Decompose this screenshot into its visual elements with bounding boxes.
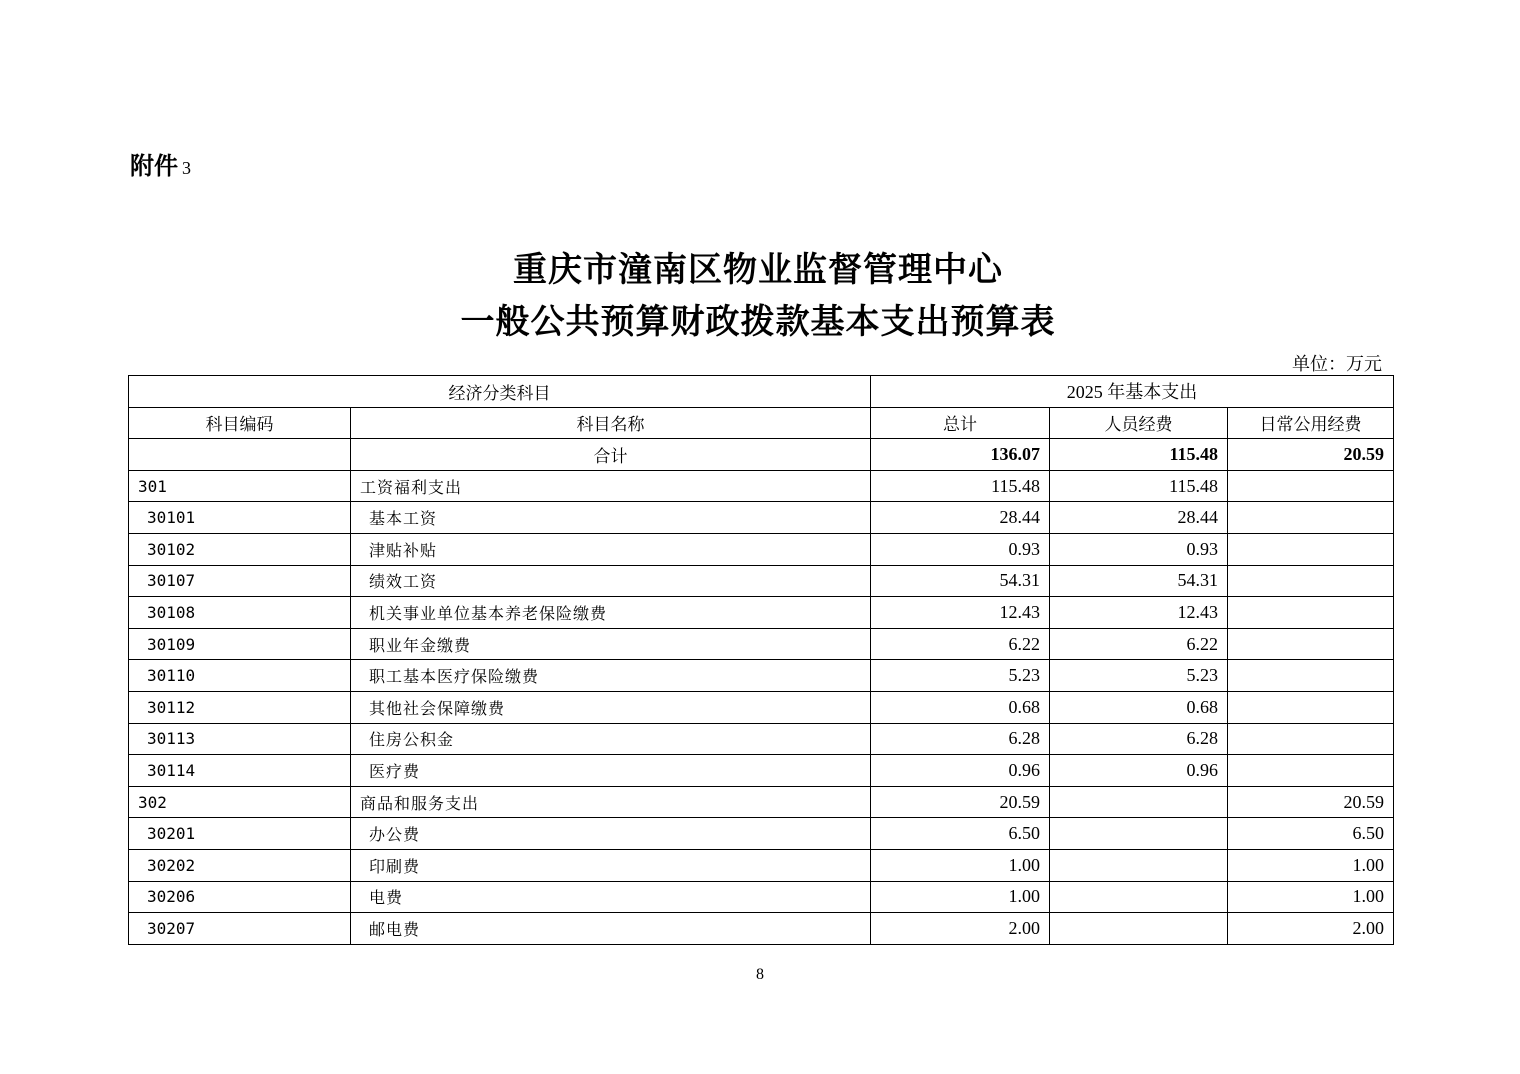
row-code: 30108	[129, 597, 351, 629]
page-number: 8	[756, 966, 764, 983]
row-code: 30206	[129, 881, 351, 913]
row-personnel	[1050, 881, 1228, 913]
table-row	[129, 723, 1394, 755]
header-economic-classification: 经济分类科目	[129, 376, 871, 408]
row-public	[1228, 691, 1394, 723]
document-title-line2: 一般公共预算财政拨款基本支出预算表	[460, 302, 1056, 342]
table-row	[129, 849, 1394, 881]
row-total: 20.59	[871, 786, 1050, 818]
total-label: 合计	[351, 439, 871, 471]
row-code: 30107	[129, 565, 351, 597]
attachment-number: 3	[182, 158, 191, 178]
row-code: 30112	[129, 691, 351, 723]
total-public: 20.59	[1228, 439, 1394, 471]
row-name: 职工基本医疗保险缴费	[351, 660, 871, 692]
row-public: 1.00	[1228, 849, 1394, 881]
row-personnel: 28.44	[1050, 502, 1228, 534]
header-code: 科目编码	[129, 407, 351, 439]
attachment-label	[130, 146, 191, 181]
row-personnel: 0.93	[1050, 533, 1228, 565]
row-personnel: 115.48	[1050, 470, 1228, 502]
row-public	[1228, 533, 1394, 565]
row-public	[1228, 565, 1394, 597]
row-name: 商品和服务支出	[351, 786, 871, 818]
row-total: 12.43	[871, 597, 1050, 629]
row-total: 1.00	[871, 849, 1050, 881]
row-code: 301	[129, 470, 351, 502]
budget-table	[128, 375, 1394, 945]
row-name: 机关事业单位基本养老保险缴费	[351, 597, 871, 629]
row-public: 2.00	[1228, 913, 1394, 945]
row-name: 工资福利支出	[351, 470, 871, 502]
row-name: 办公费	[351, 818, 871, 850]
header-name: 科目名称	[351, 407, 871, 439]
row-code: 30109	[129, 628, 351, 660]
total-total: 136.07	[871, 439, 1050, 471]
row-code: 30101	[129, 502, 351, 534]
row-code: 30202	[129, 849, 351, 881]
table-row	[129, 533, 1394, 565]
row-name: 住房公积金	[351, 723, 871, 755]
row-personnel	[1050, 913, 1228, 945]
row-name: 津贴补贴	[351, 533, 871, 565]
row-public	[1228, 597, 1394, 629]
row-public: 1.00	[1228, 881, 1394, 913]
header-public: 日常公用经费	[1228, 407, 1394, 439]
row-total: 6.50	[871, 818, 1050, 850]
row-code: 30201	[129, 818, 351, 850]
row-name: 绩效工资	[351, 565, 871, 597]
row-personnel	[1050, 786, 1228, 818]
attachment-label-text: 附件	[130, 152, 178, 180]
header-column-row	[129, 407, 1394, 439]
row-code: 30102	[129, 533, 351, 565]
row-name: 电费	[351, 881, 871, 913]
row-personnel: 6.28	[1050, 723, 1228, 755]
row-personnel: 0.96	[1050, 755, 1228, 787]
row-code: 30114	[129, 755, 351, 787]
row-total: 54.31	[871, 565, 1050, 597]
header-total: 总计	[871, 407, 1050, 439]
row-total: 0.93	[871, 533, 1050, 565]
row-personnel: 6.22	[1050, 628, 1228, 660]
row-code: 30113	[129, 723, 351, 755]
row-public	[1228, 502, 1394, 534]
row-total: 2.00	[871, 913, 1050, 945]
table-row	[129, 818, 1394, 850]
row-total: 6.22	[871, 628, 1050, 660]
row-personnel: 12.43	[1050, 597, 1228, 629]
header-basic-expenditure-2025: 2025 年基本支出	[871, 376, 1394, 408]
total-personnel: 115.48	[1050, 439, 1228, 471]
row-public	[1228, 470, 1394, 502]
table-row	[129, 470, 1394, 502]
row-public	[1228, 755, 1394, 787]
row-name: 医疗费	[351, 755, 871, 787]
row-personnel	[1050, 849, 1228, 881]
row-total: 0.96	[871, 755, 1050, 787]
total-row	[129, 439, 1394, 471]
row-personnel: 54.31	[1050, 565, 1228, 597]
row-total: 28.44	[871, 502, 1050, 534]
row-public	[1228, 628, 1394, 660]
header-personnel: 人员经费	[1050, 407, 1228, 439]
table-row	[129, 597, 1394, 629]
table-row	[129, 786, 1394, 818]
row-public: 6.50	[1228, 818, 1394, 850]
table-row	[129, 691, 1394, 723]
table-row	[129, 502, 1394, 534]
row-personnel: 5.23	[1050, 660, 1228, 692]
row-total: 0.68	[871, 691, 1050, 723]
row-public	[1228, 660, 1394, 692]
row-personnel	[1050, 818, 1228, 850]
row-name: 其他社会保障缴费	[351, 691, 871, 723]
row-public	[1228, 723, 1394, 755]
row-code: 30110	[129, 660, 351, 692]
row-name: 职业年金缴费	[351, 628, 871, 660]
row-personnel: 0.68	[1050, 691, 1228, 723]
row-code: 302	[129, 786, 351, 818]
row-total: 6.28	[871, 723, 1050, 755]
row-total: 115.48	[871, 470, 1050, 502]
table-row	[129, 660, 1394, 692]
row-name: 邮电费	[351, 913, 871, 945]
unit-label: 单位：万元	[1292, 354, 1382, 375]
total-code-cell	[129, 439, 351, 471]
row-name: 印刷费	[351, 849, 871, 881]
document-title-line1: 重庆市潼南区物业监督管理中心	[513, 250, 1003, 290]
row-total: 5.23	[871, 660, 1050, 692]
table-row	[129, 913, 1394, 945]
table-row	[129, 628, 1394, 660]
row-total: 1.00	[871, 881, 1050, 913]
row-code: 30207	[129, 913, 351, 945]
table-row	[129, 755, 1394, 787]
row-name: 基本工资	[351, 502, 871, 534]
table-row	[129, 565, 1394, 597]
row-public: 20.59	[1228, 786, 1394, 818]
header-group-row	[129, 376, 1394, 408]
table-row	[129, 881, 1394, 913]
